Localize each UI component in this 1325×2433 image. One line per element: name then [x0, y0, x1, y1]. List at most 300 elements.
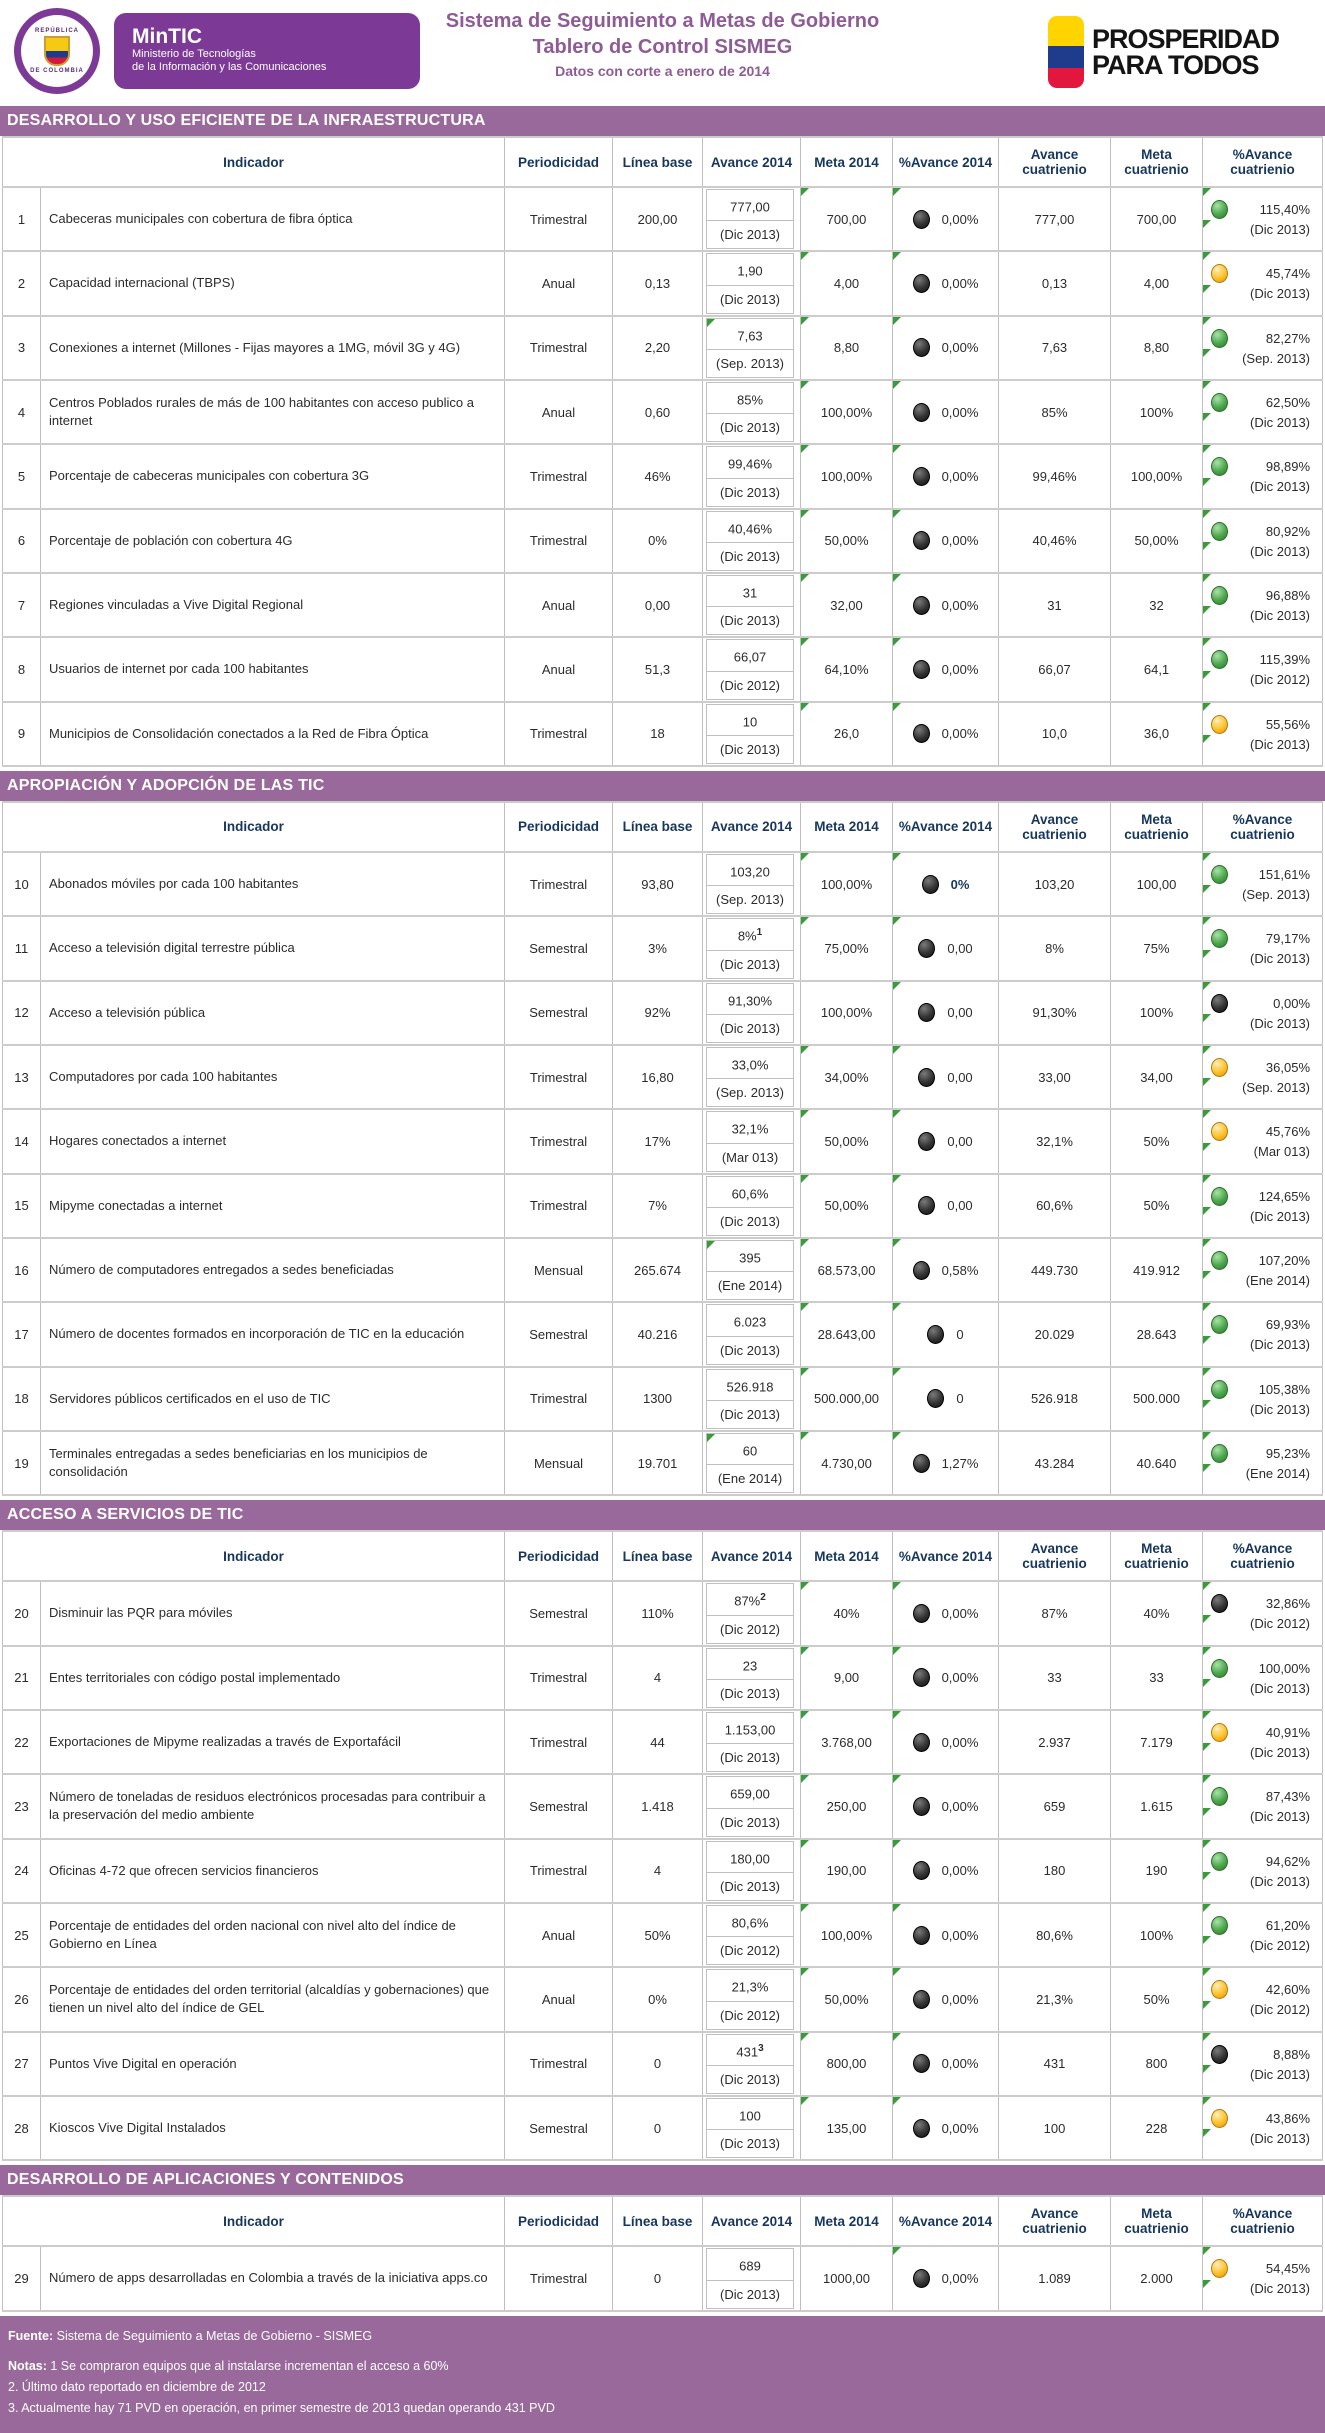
advance-quadrennium-cell: 100: [999, 2096, 1111, 2160]
advance-pct-quadrennium-value: 61,20%: [1265, 1918, 1311, 1934]
prosperidad-wordmark: [1092, 26, 1279, 78]
advance-pct-2014-wrap: [893, 596, 998, 615]
goal-quadrennium-cell: 33: [1111, 1646, 1203, 1710]
advance-pct-quadrennium-wrap: [1203, 2106, 1322, 2128]
column-header: Avance 2014: [703, 137, 801, 187]
periodicity-cell: Semestral: [505, 1774, 613, 1838]
baseline-cell: 16,80: [613, 1045, 703, 1109]
indicator-cell: Oficinas 4-72 que ofrecen servicios financieros: [41, 1839, 505, 1903]
advance-pct-quadrennium-wrap: [1203, 197, 1322, 219]
baseline-cell: 200,00: [613, 187, 703, 251]
goal-2014-cell: 50,00%: [801, 1967, 893, 2031]
advance-pct-2014-wrap: [893, 1733, 998, 1752]
status-indicator-icon: [913, 274, 930, 293]
advance-pct-quadrennium-wrap: [1203, 991, 1322, 1013]
periodicity-cell: Mensual: [505, 1238, 613, 1302]
notes-line-1: [8, 2356, 1317, 2377]
advance-2014-number: 99,46%: [727, 456, 773, 472]
advance-pct-quadrennium-wrap: [1203, 454, 1322, 476]
goal-quadrennium-cell: 32: [1111, 573, 1203, 637]
column-header: Línea base: [613, 2196, 703, 2246]
status-indicator-icon: [1211, 264, 1228, 283]
status-indicator-icon: [1211, 929, 1228, 948]
advance-pct-2014-wrap: [893, 1261, 998, 1280]
advance-pct-quadrennium-cell: [1203, 1967, 1323, 2031]
goal-quadrennium-cell: 40%: [1111, 1581, 1203, 1645]
advance-quadrennium-cell: 526.918: [999, 1367, 1111, 1431]
advance-2014-box: [706, 382, 794, 442]
column-header: Meta 2014: [801, 2196, 893, 2246]
advance-2014-date: (Sep. 2013): [716, 1085, 784, 1101]
indicator-cell: Acceso a televisión digital terrestre pública: [41, 916, 505, 980]
status-indicator-icon: [1211, 1723, 1228, 1742]
column-header: %Avance 2014: [893, 137, 999, 187]
column-header: Avance 2014: [703, 2196, 801, 2246]
advance-pct-quadrennium-wrap: [1203, 1784, 1322, 1806]
status-indicator-icon: [918, 1068, 935, 1087]
advance-quadrennium-cell: 80,6%: [999, 1903, 1111, 1967]
periodicity-cell: Trimestral: [505, 187, 613, 251]
table-row: [3, 573, 1323, 637]
advance-pct-quadrennium-date: (Dic 2013): [1250, 1809, 1311, 1825]
advance-2014-number: 33,0%: [731, 1057, 769, 1073]
table-row: [3, 1710, 1323, 1774]
indicator-cell: Porcentaje de entidades del orden territorial (alcaldías y gobernaciones) que tienen un nivel alto del índice de GEL: [41, 1967, 505, 2031]
periodicity-cell: Anual: [505, 1903, 613, 1967]
advance-pct-2014-wrap: [893, 1926, 998, 1945]
footnote-marker: 3: [758, 2042, 764, 2054]
goal-quadrennium-cell: 228: [1111, 2096, 1203, 2160]
advance-pct-quadrennium-value: 79,17%: [1265, 931, 1311, 947]
status-indicator-icon: [1211, 1980, 1228, 1999]
status-indicator-icon: [918, 1003, 935, 1022]
baseline-cell: 18: [613, 702, 703, 766]
advance-pct-quadrennium-wrap: [1203, 1184, 1322, 1206]
advance-quadrennium-cell: 21,3%: [999, 1967, 1111, 2031]
goal-quadrennium-cell: 100,00%: [1111, 444, 1203, 508]
baseline-cell: 51,3: [613, 637, 703, 701]
periodicity-cell: Trimestral: [505, 1646, 613, 1710]
advance-pct-quadrennium-date: (Dic 2013): [1250, 736, 1311, 752]
advance-pct-2014-value: 0,00%: [941, 211, 979, 227]
advance-pct-2014-value: 0,00%: [941, 1734, 979, 1750]
advance-2014-date: (Mar 013): [721, 1149, 779, 1165]
goal-quadrennium-cell: 50%: [1111, 1174, 1203, 1238]
advance-pct-quadrennium-cell: [1203, 251, 1323, 315]
advance-pct-2014-cell: [893, 1903, 999, 1967]
goal-2014-cell: 190,00: [801, 1839, 893, 1903]
row-number-cell: 4: [3, 380, 41, 444]
advance-2014-value: [707, 1048, 793, 1079]
column-header: %Avance cuatrienio: [1203, 802, 1323, 852]
advance-2014-box: [706, 1111, 794, 1171]
advance-pct-quadrennium-date: (Dic 2013): [1250, 2281, 1311, 2297]
baseline-cell: 7%: [613, 1174, 703, 1238]
goal-2014-cell: 8,80: [801, 316, 893, 380]
advance-2014-cell: [703, 1109, 801, 1173]
advance-pct-2014-value: 0,00%: [941, 2056, 979, 2072]
column-header: %Avance 2014: [893, 802, 999, 852]
source-line: [8, 2326, 1317, 2347]
advance-2014-date: (Dic 2013): [720, 420, 780, 436]
table-row: [3, 1109, 1323, 1173]
column-header-indicador: Indicador: [3, 802, 505, 852]
advance-pct-2014-value: 0,00%: [941, 597, 979, 613]
advance-pct-quadrennium-value: 42,60%: [1265, 1982, 1311, 1998]
column-header: Periodicidad: [505, 802, 613, 852]
indicator-cell: Kioscos Vive Digital Instalados: [41, 2096, 505, 2160]
section-header: DESARROLLO DE APLICACIONES Y CONTENIDOS: [0, 2165, 1325, 2195]
indicator-cell: Porcentaje de cabeceras municipales con cobertura 3G: [41, 444, 505, 508]
periodicity-cell: Trimestral: [505, 1045, 613, 1109]
advance-pct-quadrennium-value: 95,23%: [1265, 1446, 1311, 1462]
status-indicator-icon: [913, 1926, 930, 1945]
row-number-cell: 11: [3, 916, 41, 980]
row-number-cell: 18: [3, 1367, 41, 1431]
column-header: Meta 2014: [801, 137, 893, 187]
advance-2014-value: [707, 1906, 793, 1937]
advance-2014-date: (Sep. 2013): [716, 892, 784, 908]
table-row: [3, 1174, 1323, 1238]
emblem-top-text: REPÚBLICA: [34, 28, 79, 34]
advance-pct-quadrennium-cell: [1203, 187, 1323, 251]
advance-2014-cell: [703, 702, 801, 766]
advance-pct-2014-cell: [893, 380, 999, 444]
colombia-flag-bar-icon: [1048, 16, 1084, 88]
advance-2014-cell: [703, 1581, 801, 1645]
advance-pct-quadrennium-date: (Dic 2013): [1250, 1208, 1311, 1224]
advance-pct-quadrennium-date: (Sep. 2013): [1242, 1080, 1311, 1096]
advance-2014-cell: [703, 251, 801, 315]
advance-pct-quadrennium-value: 124,65%: [1258, 1188, 1311, 1204]
goal-2014-cell: 700,00: [801, 187, 893, 251]
advance-pct-quadrennium-cell: [1203, 444, 1323, 508]
indicators-table: [2, 2195, 1323, 2311]
advance-pct-quadrennium-date: (Dic 2013): [1250, 1873, 1311, 1889]
table-row: [3, 380, 1323, 444]
column-header-row: [3, 802, 1323, 852]
column-header: %Avance cuatrienio: [1203, 2196, 1323, 2246]
advance-pct-2014-value: 0,00%: [941, 1927, 979, 1943]
advance-2014-box: [706, 1969, 794, 2029]
column-header: Avance cuatrienio: [999, 137, 1111, 187]
goal-2014-cell: 4,00: [801, 251, 893, 315]
advance-2014-date: (Dic 2013): [720, 2136, 780, 2152]
advance-2014-value: [707, 1370, 793, 1401]
advance-pct-quadrennium-value: 96,88%: [1265, 588, 1311, 604]
indicators-table: [2, 136, 1323, 767]
indicator-cell: Capacidad internacional (TBPS): [41, 251, 505, 315]
advance-pct-2014-cell: [893, 1174, 999, 1238]
status-indicator-icon: [1211, 1380, 1228, 1399]
goal-2014-cell: 28.643,00: [801, 1302, 893, 1366]
periodicity-cell: Trimestral: [505, 1367, 613, 1431]
prosperidad-line-1: PROSPERIDAD: [1091, 24, 1279, 54]
advance-2014-number: 23: [742, 1657, 758, 1673]
advance-pct-2014-cell: [893, 1238, 999, 1302]
advance-pct-quadrennium-date: (Mar 013): [1253, 1144, 1311, 1160]
goal-quadrennium-cell: 700,00: [1111, 187, 1203, 251]
advance-pct-2014-value: 0,00: [947, 1005, 973, 1021]
advance-pct-quadrennium-wrap: [1203, 1248, 1322, 1270]
status-indicator-icon: [1211, 2045, 1228, 2064]
advance-pct-2014-wrap: [893, 2054, 998, 2073]
goal-quadrennium-cell: 100,00: [1111, 852, 1203, 916]
status-indicator-icon: [913, 1990, 930, 2009]
advance-2014-date: (Dic 2012): [720, 1943, 780, 1959]
advance-pct-2014-cell: [893, 2032, 999, 2096]
advance-pct-2014-cell: [893, 1302, 999, 1366]
goal-2014-cell: 800,00: [801, 2032, 893, 2096]
advance-pct-quadrennium-wrap: [1203, 519, 1322, 541]
advance-2014-number: 6.023: [733, 1314, 767, 1330]
goal-quadrennium-cell: 1.615: [1111, 1774, 1203, 1838]
advance-2014-value: [707, 855, 793, 886]
title-line-1: Sistema de Seguimiento a Metas de Gobierno: [445, 10, 880, 32]
advance-pct-quadrennium-cell: [1203, 509, 1323, 573]
column-header: Línea base: [613, 1531, 703, 1581]
advance-2014-box: [706, 1240, 794, 1300]
periodicity-cell: Anual: [505, 251, 613, 315]
advance-pct-2014-value: 0,00%: [941, 1991, 979, 2007]
row-number-cell: 25: [3, 1903, 41, 1967]
indicator-cell: Cabeceras municipales con cobertura de fibra óptica: [41, 187, 505, 251]
advance-2014-value: [707, 190, 793, 221]
section-header: ACCESO A SERVICIOS DE TIC: [0, 1500, 1325, 1530]
advance-pct-2014-cell: [893, 573, 999, 637]
row-number-cell: 29: [3, 2246, 41, 2310]
advance-2014-number: 85%: [737, 392, 764, 408]
goal-2014-cell: 500.000,00: [801, 1367, 893, 1431]
advance-pct-quadrennium-date: (Dic 2012): [1250, 2002, 1311, 2018]
advance-2014-box: [706, 854, 794, 914]
goal-quadrennium-cell: 64,1: [1111, 637, 1203, 701]
advance-2014-value: [707, 1777, 793, 1808]
advance-2014-date: (Ene 2014): [717, 1278, 783, 1294]
advance-pct-quadrennium-value: 54,45%: [1265, 2261, 1311, 2277]
advance-pct-quadrennium-cell: [1203, 1903, 1323, 1967]
advance-2014-cell: [703, 1302, 801, 1366]
advance-pct-2014-value: 0,58%: [941, 1262, 979, 1278]
column-header: %Avance cuatrienio: [1203, 137, 1323, 187]
advance-pct-quadrennium-date: (Ene 2014): [1245, 1466, 1311, 1482]
advance-2014-box: [706, 189, 794, 249]
advance-pct-quadrennium-value: 115,39%: [1259, 652, 1311, 668]
advance-pct-2014-wrap: [893, 939, 998, 958]
column-header: Meta cuatrienio: [1111, 2196, 1203, 2246]
status-indicator-icon: [1211, 2109, 1228, 2128]
advance-2014-number: 689: [739, 2258, 761, 2274]
advance-pct-2014-value: 0: [956, 1326, 964, 1342]
advance-pct-2014-wrap: [893, 2269, 998, 2288]
advance-quadrennium-cell: 103,20: [999, 852, 1111, 916]
advance-pct-quadrennium-value: 8,88%: [1273, 2046, 1311, 2062]
advance-2014-value: [707, 1584, 793, 1615]
advance-2014-cell: [703, 2032, 801, 2096]
advance-2014-date: (Dic 2013): [720, 1878, 780, 1894]
indicator-cell: Municipios de Consolidación conectados a la Red de Fibra Óptica: [41, 702, 505, 766]
source-text: Sistema de Seguimiento a Metas de Gobierno - SISMEG: [53, 2328, 373, 2343]
advance-pct-2014-cell: [893, 1967, 999, 2031]
status-indicator-icon: [1211, 586, 1228, 605]
row-number-cell: 19: [3, 1431, 41, 1495]
advance-quadrennium-cell: 43.284: [999, 1431, 1111, 1495]
status-indicator-icon: [913, 1604, 930, 1623]
goal-quadrennium-cell: 100%: [1111, 380, 1203, 444]
goal-quadrennium-cell: 36,0: [1111, 702, 1203, 766]
advance-2014-cell: [703, 1903, 801, 1967]
goal-2014-cell: 64,10%: [801, 637, 893, 701]
advance-2014-box: [706, 511, 794, 571]
periodicity-cell: Trimestral: [505, 2246, 613, 2310]
advance-2014-date: (Dic 2013): [720, 741, 780, 757]
advance-pct-quadrennium-cell: [1203, 981, 1323, 1045]
advance-pct-2014-wrap: [893, 1454, 998, 1473]
column-header: Periodicidad: [505, 137, 613, 187]
status-indicator-icon: [1211, 994, 1228, 1013]
advance-pct-2014-value: 0,00%: [941, 1670, 979, 1686]
table-row: [3, 251, 1323, 315]
table-row: [3, 187, 1323, 251]
indicator-cell: Usuarios de internet por cada 100 habitantes: [41, 637, 505, 701]
status-indicator-icon: [1211, 1594, 1228, 1613]
advance-pct-quadrennium-wrap: [1203, 647, 1322, 669]
column-header: Meta cuatrienio: [1111, 802, 1203, 852]
status-indicator-icon: [913, 1733, 930, 1752]
advance-pct-quadrennium-cell: [1203, 1302, 1323, 1366]
advance-2014-cell: [703, 2096, 801, 2160]
advance-2014-box: [706, 2098, 794, 2158]
advance-2014-cell: [703, 916, 801, 980]
advance-pct-2014-value: 0,00%: [941, 1798, 979, 1814]
title-line-3: Datos con corte a enero de 2014: [555, 63, 770, 79]
goal-quadrennium-cell: 4,00: [1111, 251, 1203, 315]
advance-pct-quadrennium-cell: [1203, 316, 1323, 380]
advance-pct-2014-wrap: [893, 2119, 998, 2138]
prosperidad-line-2: PARA TODOS: [1091, 50, 1259, 80]
indicator-cell: Mipyme conectadas a internet: [41, 1174, 505, 1238]
advance-pct-quadrennium-wrap: [1203, 2256, 1322, 2278]
advance-2014-box: [706, 1369, 794, 1429]
baseline-cell: 0: [613, 2096, 703, 2160]
periodicity-cell: Trimestral: [505, 702, 613, 766]
advance-pct-2014-wrap: [893, 338, 998, 357]
advance-pct-2014-cell: [893, 1646, 999, 1710]
goal-2014-cell: 4.730,00: [801, 1431, 893, 1495]
advance-2014-value: [707, 576, 793, 607]
periodicity-cell: Semestral: [505, 1302, 613, 1366]
advance-pct-2014-value: 0,00%: [941, 340, 979, 356]
advance-pct-quadrennium-cell: [1203, 2096, 1323, 2160]
advance-quadrennium-cell: 659: [999, 1774, 1111, 1838]
row-number-cell: 21: [3, 1646, 41, 1710]
advance-2014-box: [706, 1583, 794, 1643]
baseline-cell: 0%: [613, 1967, 703, 2031]
status-indicator-icon: [1211, 457, 1228, 476]
advance-2014-date: (Dic 2013): [720, 1406, 780, 1422]
advance-pct-2014-value: 0,00%: [941, 468, 979, 484]
goal-2014-cell: 100,00%: [801, 1903, 893, 1967]
table-row: [3, 316, 1323, 380]
goal-quadrennium-cell: 100%: [1111, 1903, 1203, 1967]
advance-pct-quadrennium-value: 80,92%: [1265, 523, 1311, 539]
indicator-cell: Puntos Vive Digital en operación: [41, 2032, 505, 2096]
advance-2014-value: [707, 383, 793, 414]
baseline-cell: 19.701: [613, 1431, 703, 1495]
goal-2014-cell: 50,00%: [801, 509, 893, 573]
advance-2014-value: [707, 1112, 793, 1143]
advance-pct-2014-cell: [893, 702, 999, 766]
baseline-cell: 0: [613, 2032, 703, 2096]
advance-quadrennium-cell: 2.937: [999, 1710, 1111, 1774]
status-indicator-icon: [922, 875, 939, 894]
advance-pct-2014-wrap: [893, 531, 998, 550]
advance-pct-quadrennium-wrap: [1203, 1977, 1322, 1999]
advance-pct-quadrennium-wrap: [1203, 1591, 1322, 1613]
advance-pct-2014-cell: [893, 444, 999, 508]
periodicity-cell: Semestral: [505, 1581, 613, 1645]
status-indicator-icon: [913, 467, 930, 486]
status-indicator-icon: [1211, 2259, 1228, 2278]
advance-pct-2014-cell: [893, 1710, 999, 1774]
advance-pct-2014-cell: [893, 1774, 999, 1838]
mintic-subtitle-1: Ministerio de Tecnologías: [132, 48, 256, 60]
advance-pct-quadrennium-cell: [1203, 1710, 1323, 1774]
advance-pct-quadrennium-cell: [1203, 1774, 1323, 1838]
advance-pct-2014-wrap: [893, 1325, 998, 1344]
advance-2014-cell: [703, 1839, 801, 1903]
advance-2014-date: (Dic 2013): [720, 1342, 780, 1358]
periodicity-cell: Anual: [505, 573, 613, 637]
row-number-cell: 8: [3, 637, 41, 701]
advance-2014-box: [706, 2248, 794, 2308]
baseline-cell: 4: [613, 1839, 703, 1903]
baseline-cell: 40.216: [613, 1302, 703, 1366]
advance-2014-date: (Dic 2012): [720, 677, 780, 693]
indicator-cell: Hogares conectados a internet: [41, 1109, 505, 1173]
indicator-cell: Número de computadores entregados a sedes beneficiadas: [41, 1238, 505, 1302]
advance-pct-quadrennium-value: 100,00%: [1258, 1660, 1311, 1676]
periodicity-cell: Trimestral: [505, 509, 613, 573]
goal-quadrennium-cell: 34,00: [1111, 1045, 1203, 1109]
advance-pct-quadrennium-cell: [1203, 1367, 1323, 1431]
goal-2014-cell: 9,00: [801, 1646, 893, 1710]
indicator-cell: Número de toneladas de residuos electrónicos procesadas para contribuir a la preservación del medio ambiente: [41, 1774, 505, 1838]
advance-2014-number: 66,07: [733, 649, 767, 665]
advance-quadrennium-cell: 33,00: [999, 1045, 1111, 1109]
advance-pct-2014-wrap: [893, 1068, 998, 1087]
status-indicator-icon: [927, 1325, 944, 1344]
advance-2014-date: (Dic 2013): [720, 1685, 780, 1701]
advance-pct-2014-wrap: [893, 1861, 998, 1880]
advance-pct-quadrennium-cell: [1203, 1646, 1323, 1710]
advance-pct-2014-value: 0%: [950, 876, 970, 892]
advance-2014-date: (Dic 2013): [720, 484, 780, 500]
goal-quadrennium-cell: 419.912: [1111, 1238, 1203, 1302]
table-row: [3, 1774, 1323, 1838]
goal-quadrennium-cell: 7.179: [1111, 1710, 1203, 1774]
advance-pct-2014-wrap: [893, 724, 998, 743]
row-number-cell: 3: [3, 316, 41, 380]
advance-2014-box: [706, 318, 794, 378]
advance-2014-value: [707, 1241, 793, 1272]
advance-pct-quadrennium-wrap: [1203, 261, 1322, 283]
advance-pct-2014-value: 0,00%: [941, 1863, 979, 1879]
advance-pct-quadrennium-cell: [1203, 702, 1323, 766]
advance-2014-cell: [703, 316, 801, 380]
table-row: [3, 1646, 1323, 1710]
advance-pct-quadrennium-wrap: [1203, 926, 1322, 948]
